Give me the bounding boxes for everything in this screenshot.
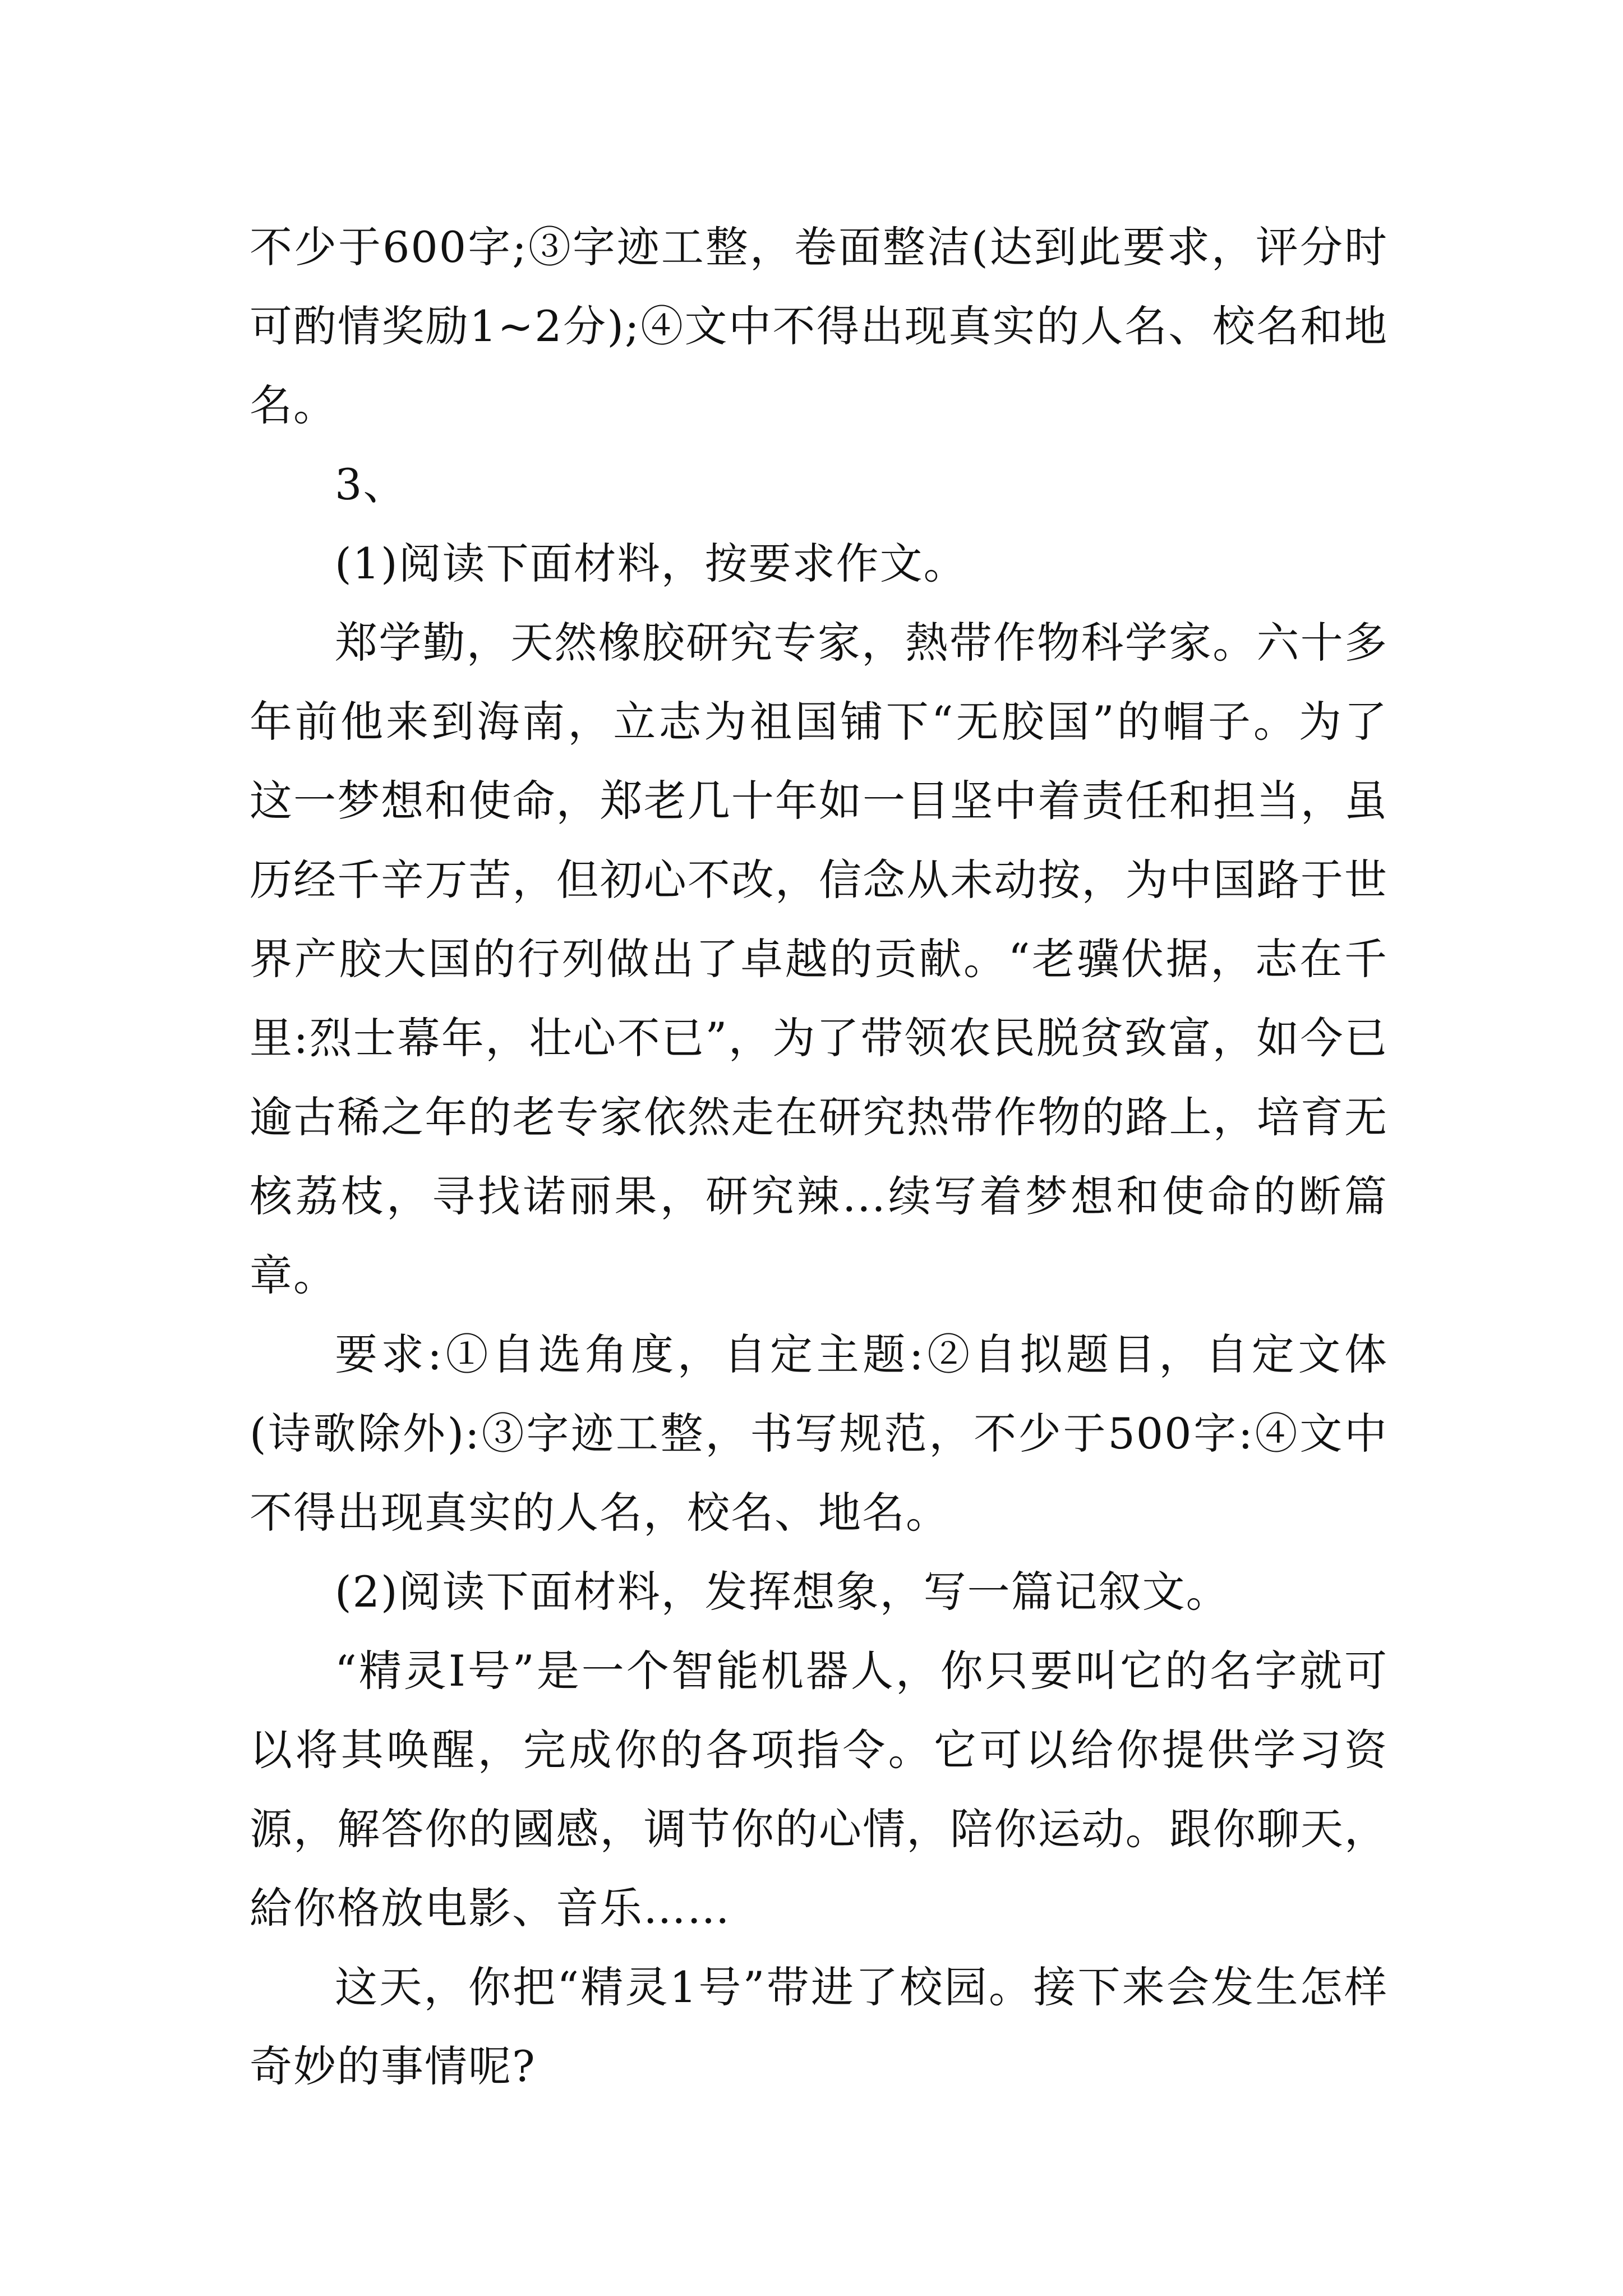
requirements-paragraph: 要求:①自选角度，自定主题:②自拟题目，自定文体(诗歌除外):③字迹工整，书写规范，不少于500字:④文中不得出现真实的人名，校名、地名。	[250, 1329, 1388, 1538]
document-body	[250, 208, 1388, 2106]
prompt-heading-2: (2)阅读下面材料，发挥想象，写一篇记叙文。	[335, 1567, 1230, 1617]
paragraph-continuation: 不少于600字;③字迹工整，卷面整洁(达到此要求，评分时可酌情奖励1~2分);④文中不得出现真实的人名、校名和地名。	[250, 222, 1388, 430]
material-paragraph-2: “精灵Ⅰ号”是一个智能机器人，你只要叫它的名字就可以将其唤醒，完成你的各项指令。它可以给你提供学习资源，解答你的國感，调节你的心情，陪你运动。跟你聊天，給你格放电影、音乐……	[250, 1646, 1388, 1933]
prompt-heading-1: (1)阅读下面材料，按要求作文。	[335, 539, 967, 588]
section-number: 3、	[335, 459, 407, 509]
material-paragraph-1: 郑学勤，天然橡胶研究专家，熱带作物科学家。六十多年前他来到海南，立志为祖国铺下“无胶国”的帽子。为了这一梦想和使命，郑老几十年如一目坚中着责任和担当，虽历经千辛万苦，但初心不改，信念从未动按，为中国路于世界产胶大国的行列做出了卓越的贡献。“老骥伏据，志在千里:烈士幕年，壮心不已”，为了带领农民脱贫致富，如今已逾古稀之年的老专家依然走在研究热带作物的路上，培育无核荔枝，寻找诺丽果，研究辣...续写着梦想和使命的断篇章。	[250, 618, 1388, 1300]
material-paragraph-3: 这天，你把“精灵1号”带进了校园。接下来会发生怎样奇妙的事情呢?	[250, 1962, 1388, 2091]
